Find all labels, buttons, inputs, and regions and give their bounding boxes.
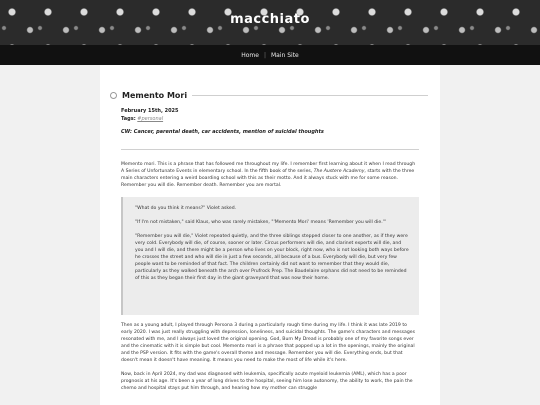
book-quote (121, 197, 419, 315)
paragraph: Now, back in April 2024, my dad was diagnosed with leukemia, specifically acute myeloid leukemia (AML), which has a poor prognosis at his age. It's been a year of long drives to the hospital, seeing him lose autonomy, the ability to work, the pain the chemo and hospital stays put him through, and hearing how my mother can struggle (121, 372, 413, 391)
post-title: Memento Mori (122, 91, 188, 100)
title-divider (192, 95, 428, 96)
quote-line: "If I'm not mistaken," said Klaus, who was rarely mistaken, "'Memento Mori' means 'Remember you will die.'" (135, 220, 387, 225)
quote-line: "What do you think it means?" Violet asked. (135, 206, 237, 211)
nav-main-site-link[interactable]: Main Site (271, 51, 299, 59)
nav-separator: | (263, 51, 266, 59)
post-meta (121, 107, 179, 123)
tag-link-personal[interactable]: #personal (137, 116, 164, 122)
site-title[interactable]: macchiato (230, 12, 310, 27)
post-date: February 15th, 2025 (121, 108, 179, 114)
post-body-intro (121, 161, 419, 196)
nav-home-link[interactable]: Home (241, 51, 259, 59)
quote-line: "Remember you will die," Violet repeated quietly, and the three siblings stepped closer to one another, as if they were very cold. Everybody will die, of course, sooner or later. Circus performers will die, and clarinet experts will die, and you and I will die, and there might be a person who lives on your block, right now, who is not looking both ways before he crosses the street and who will die in just a few seconds, all because of a bus. Everybody will die, but very few people want to be reminded of that fact. The children certainly did not want to remember that they would die, particularly as they walked beneath the arch over Prufrock Prep. The Baudelaire orphans did not need to be reminded of this as they began their first day in the giant graveyard that was now their home. (135, 234, 409, 281)
top-nav (0, 45, 540, 65)
tags-label: Tags: (121, 116, 136, 122)
post-page (100, 65, 440, 405)
content-divider (121, 149, 419, 150)
paragraph: Then as a young adult, I played through Persona 3 during a particularly rough time during my life. I think it was late 2019 to early 2020. I was just really struggling with depression, loneliness, and suicidal thoughts. The game's characters and messages resonated with me, and I always just loved the original opening. God, Burn My Dread is probably one of my favorite songs ever and the cinematic with it is simple but cool. Memento mori is a phrase that popped up a lot in the openings, mainly the original and the PSP version. It fits with the game's overall theme and message. Remember you will die. Everything ends, but that doesn't mean it doesn't have meaning. It means you need to make the most of life while it's here. (121, 323, 415, 363)
site-banner (0, 0, 540, 45)
content-warning: CW: Cancer, parental death, car accidents, mention of suicidal thoughts (121, 129, 324, 135)
paragraph: Memento mori. This is a phrase that has followed me throughout my life. I remember first learning about it when I read through A Series of Unfortunate Events in elementary school. In the fifth book of the series, The Austere Academy, starts with the three main characters entering a weird boarding school with this as their motto. And it always stuck with me for some reason. Remember you will die. Remember death. Remember you are mortal. (121, 162, 416, 188)
post-body-continued (121, 322, 419, 399)
post-header (110, 91, 187, 100)
post-bullet-icon (110, 92, 117, 99)
